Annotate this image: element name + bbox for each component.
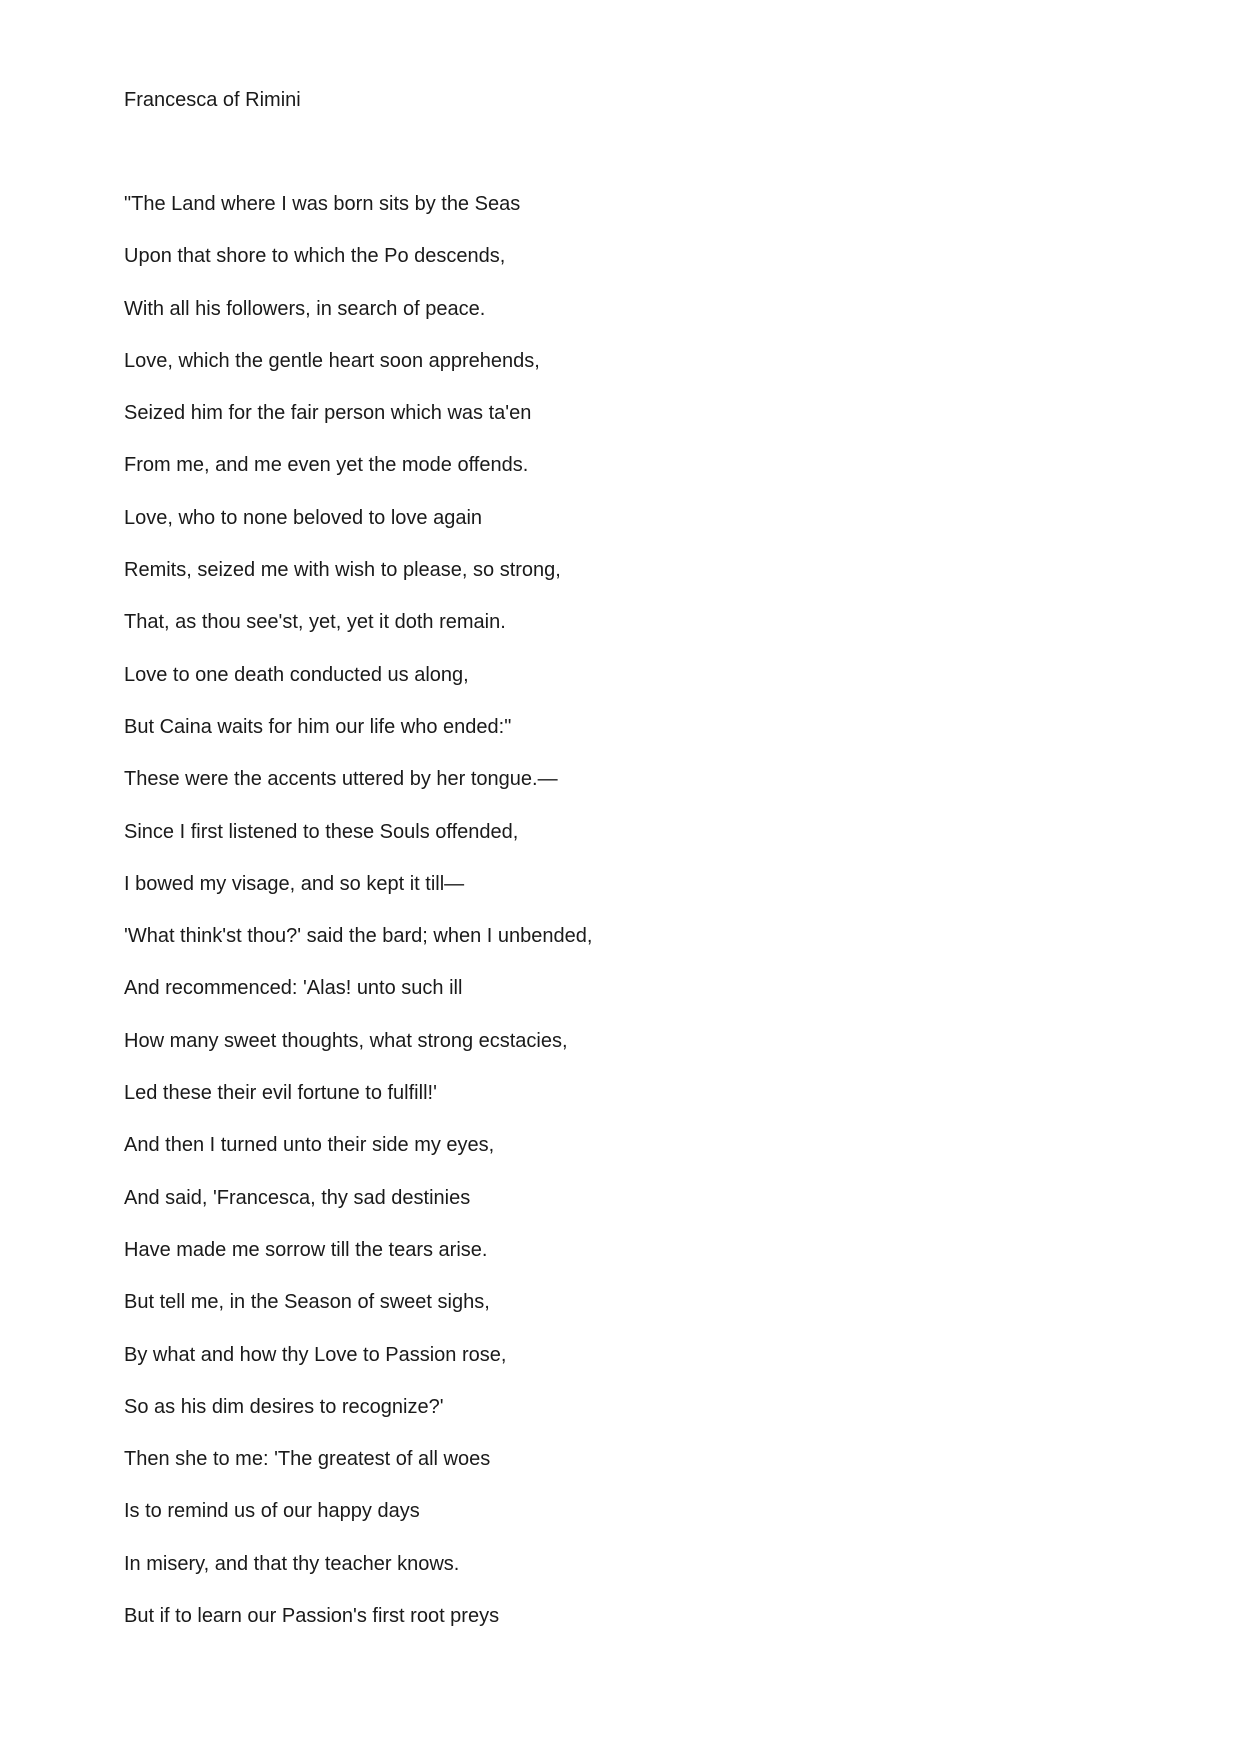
poem-line: Seized him for the fair person which was ta'en (124, 402, 532, 425)
poem-line: In misery, and that thy teacher knows. (124, 1552, 460, 1575)
poem-line: Upon that shore to which the Po descends, (124, 245, 506, 268)
poem-line: Is to remind us of our happy days (124, 1500, 420, 1523)
poem-line: But tell me, in the Season of sweet sighs, (124, 1291, 490, 1314)
poem-line: Love to one death conducted us along, (124, 663, 469, 686)
poem-body (124, 190, 592, 1654)
poem-line: These were the accents uttered by her tongue.— (124, 768, 558, 791)
poem-line: I bowed my visage, and so kept it till— (124, 872, 465, 895)
poem-line: That, as thou see'st, yet, yet it doth remain. (124, 611, 506, 634)
poem-line: But if to learn our Passion's first root preys (124, 1605, 500, 1628)
poem-line: So as his dim desires to recognize?' (124, 1395, 444, 1418)
poem-title: Francesca of Rimini (124, 89, 301, 111)
poem-line: Led these their evil fortune to fulfill!' (124, 1082, 437, 1105)
poem-line: And said, 'Francesca, thy sad destinies (124, 1186, 471, 1209)
poem-line: And recommenced: 'Alas! unto such ill (124, 977, 463, 1000)
poem-line: Since I first listened to these Souls offended, (124, 820, 519, 843)
poem-line: "The Land where I was born sits by the Seas (124, 193, 521, 215)
poem-line: How many sweet thoughts, what strong ecstacies, (124, 1029, 568, 1052)
poem-line: 'What think'st thou?' said the bard; when I unbended, (124, 925, 593, 948)
poem-line: With all his followers, in search of peace. (124, 297, 486, 320)
poem-line: By what and how thy Love to Passion rose, (124, 1343, 507, 1366)
poem-line: Have made me sorrow till the tears arise. (124, 1238, 488, 1261)
poem-line: Love, which the gentle heart soon apprehends, (124, 349, 540, 372)
poem-line: And then I turned unto their side my eyes, (124, 1134, 495, 1157)
poem-line: Remits, seized me with wish to please, so strong, (124, 559, 561, 582)
poem-line: From me, and me even yet the mode offends. (124, 454, 529, 477)
poem-line: Love, who to none beloved to love again (124, 506, 483, 529)
poem-line: But Caina waits for him our life who ended:" (124, 715, 512, 738)
poem-line: Then she to me: 'The greatest of all woes (124, 1448, 491, 1471)
